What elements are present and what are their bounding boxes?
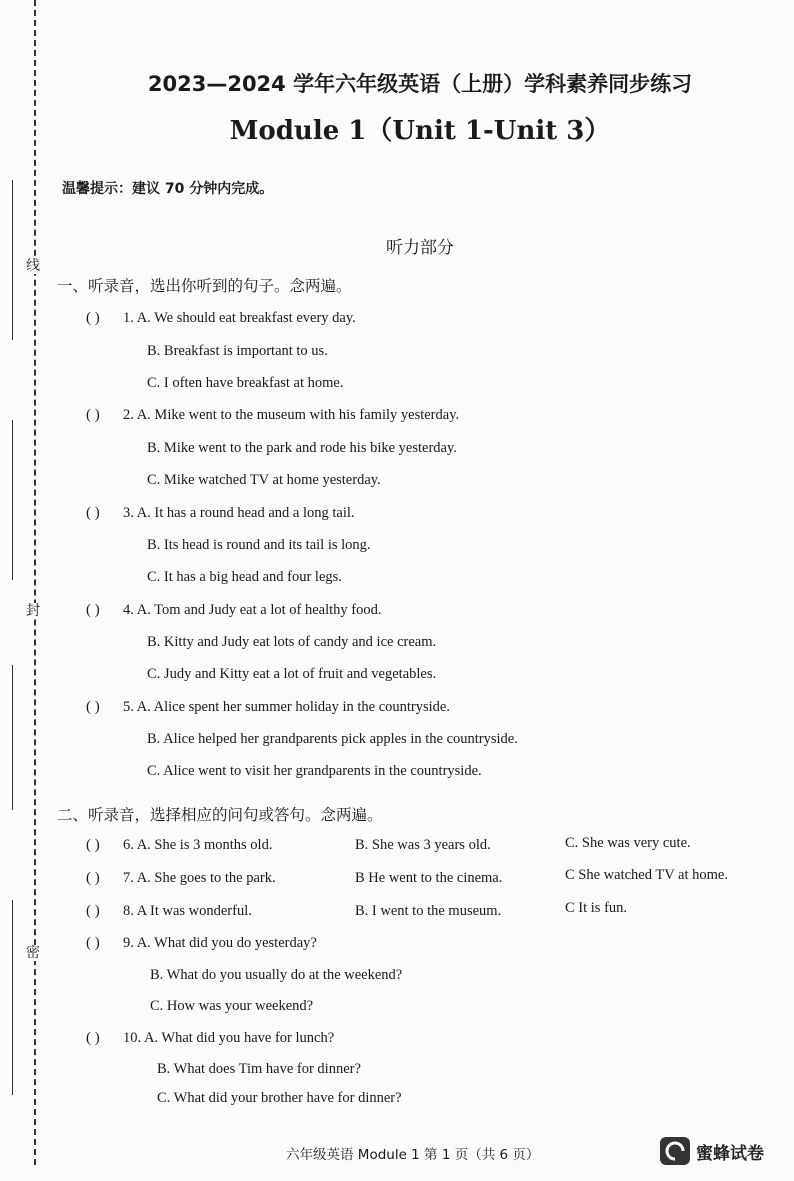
answer-blank: ( ) (86, 602, 100, 618)
page-footer: 六年级英语 Module 1 第 1 页（共 6 页） (286, 1147, 540, 1163)
section2-heading: 二、听录音，选择相应的问句或答句。念两遍。 (57, 806, 383, 824)
question-9-a: 9. A. What did you do yesterday? (123, 935, 317, 951)
answer-blank: ( ) (86, 903, 100, 919)
answer-blank: ( ) (86, 870, 100, 886)
question-9-c: C. How was your weekend? (150, 998, 314, 1014)
question-6-b: B. She was 3 years old. (355, 837, 491, 853)
seal-char-secret: 密 (26, 945, 40, 961)
time-tip: 温馨提示：建议 70 分钟内完成。 (62, 181, 274, 197)
seal-char-seal: 封 (26, 603, 40, 619)
answer-blank: ( ) (86, 505, 100, 521)
class-field-line (12, 420, 13, 580)
question-4-a: 4. A. Tom and Judy eat a lot of healthy food. (123, 602, 382, 618)
seal-char-line: 线 (26, 258, 40, 274)
module-title: Module 1（Unit 1-Unit 3） (229, 116, 611, 146)
grade-field-line (12, 665, 13, 810)
question-3-a: 3. A. It has a round head and a long tail. (123, 505, 355, 521)
question-6-c: C. She was very cute. (565, 835, 691, 851)
question-8-b: B. I went to the museum. (355, 903, 502, 919)
question-8-c: C It is fun. (565, 900, 628, 916)
question-4-c: C. Judy and Kitty eat a lot of fruit and vegetables. (147, 666, 437, 682)
question-6-a: 6. A. She is 3 months old. (123, 837, 273, 853)
question-5-b: B. Alice helped her grandparents pick apples in the countryside. (147, 731, 518, 747)
question-4-b: B. Kitty and Judy eat lots of candy and ice cream. (147, 634, 437, 650)
question-10-a: 10. A. What did you have for lunch? (123, 1030, 335, 1046)
question-10-c: C. What did your brother have for dinner? (157, 1090, 402, 1106)
answer-blank: ( ) (86, 407, 100, 423)
question-7-c: C She watched TV at home. (565, 867, 728, 883)
brand-name: 蜜蜂试卷 (696, 1144, 764, 1164)
answer-blank: ( ) (86, 837, 100, 853)
bee-logo-icon (660, 1137, 690, 1165)
listening-heading: 听力部分 (386, 238, 454, 258)
answer-blank: ( ) (86, 699, 100, 715)
brand-logo (660, 1135, 790, 1169)
answer-blank: ( ) (86, 935, 100, 951)
question-1-a: 1. A. We should eat breakfast every day. (123, 310, 356, 326)
question-9-b: B. What do you usually do at the weekend? (150, 967, 403, 983)
school-field-line (12, 900, 13, 1095)
name-field-line (12, 180, 13, 340)
question-8-a: 8. A It was wonderful. (123, 903, 252, 919)
question-10-b: B. What does Tim have for dinner? (157, 1061, 361, 1077)
page-title: 2023—2024 学年六年级英语（上册）学科素养同步练习 (147, 72, 693, 96)
question-3-c: C. It has a big head and four legs. (147, 569, 342, 585)
binding-dashed-line (34, 0, 36, 1165)
question-2-c: C. Mike watched TV at home yesterday. (147, 472, 381, 488)
question-1-b: B. Breakfast is important to us. (147, 343, 328, 359)
question-3-b: B. Its head is round and its tail is long. (147, 537, 371, 553)
answer-blank: ( ) (86, 1030, 100, 1046)
question-5-c: C. Alice went to visit her grandparents in the countryside. (147, 763, 482, 779)
question-7-a: 7. A. She goes to the park. (123, 870, 276, 886)
question-7-b: B He went to the cinema. (355, 870, 503, 886)
question-2-a: 2. A. Mike went to the museum with his family yesterday. (123, 407, 460, 423)
question-2-b: B. Mike went to the park and rode his bike yesterday. (147, 440, 457, 456)
section1-heading: 一、听录音，选出你听到的句子。念两遍。 (57, 277, 352, 295)
question-5-a: 5. A. Alice spent her summer holiday in the countryside. (123, 699, 450, 715)
question-1-c: C. I often have breakfast at home. (147, 375, 344, 391)
answer-blank: ( ) (86, 310, 100, 326)
